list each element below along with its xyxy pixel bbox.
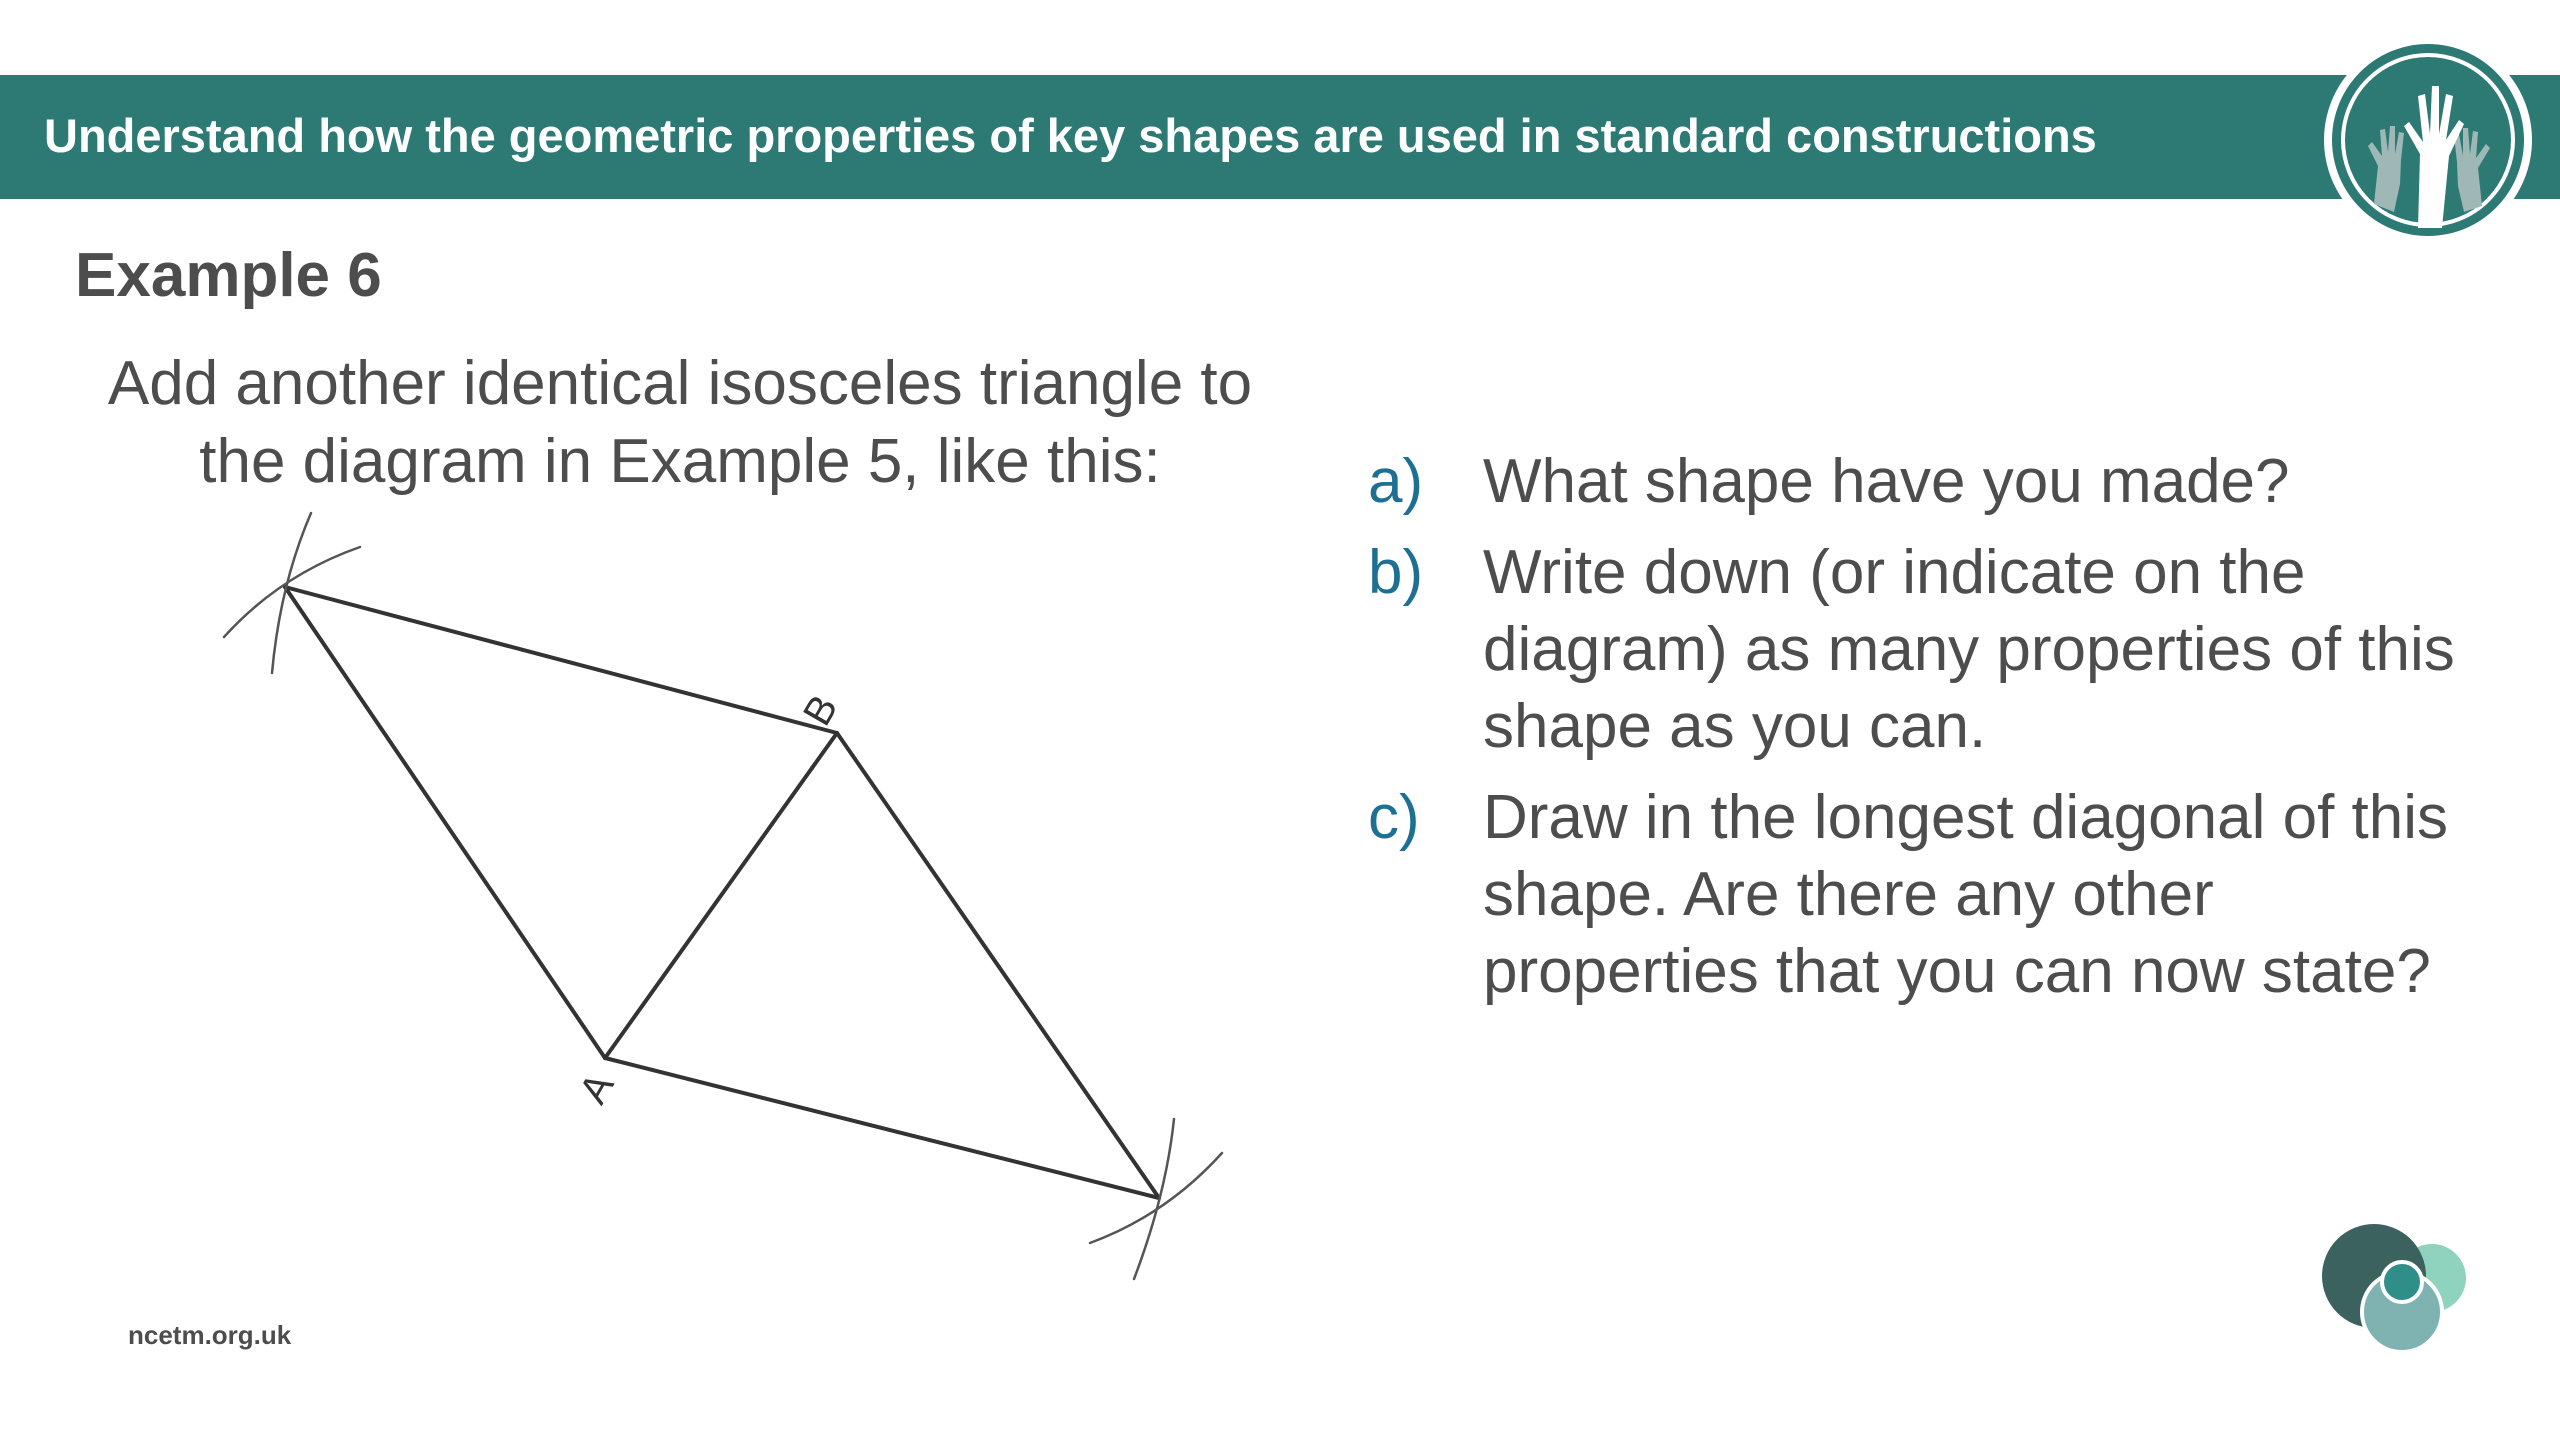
example-heading: Example 6 — [75, 241, 382, 310]
question-item — [1368, 534, 2498, 765]
page-title: Understand how the geometric properties of key shapes are used in standard constructions — [44, 109, 2097, 162]
footer-url: ncetm.org.uk — [128, 1320, 292, 1350]
intro-line-1: Add another identical isosceles triangle to — [107, 349, 1253, 418]
question-item — [1368, 443, 2498, 520]
question-text: Write down (or indicate on the diagram) as many properties of this shape as you can. — [1483, 538, 2455, 761]
question-letter: a) — [1368, 447, 1424, 516]
vertex-label-b: B — [795, 687, 847, 734]
construction-arc — [1134, 1119, 1174, 1279]
intro-text — [60, 345, 1300, 501]
question-letter: b) — [1368, 538, 1424, 607]
question-letter: c) — [1368, 783, 1420, 852]
question-text: What shape have you made? — [1483, 447, 2290, 516]
intro-line-2: the diagram in Example 5, like this: — [199, 427, 1161, 496]
ncetm-circles-logo-icon — [2320, 1218, 2470, 1358]
raised-hands-logo-icon — [2322, 34, 2534, 246]
question-list — [1368, 443, 2498, 1024]
rhombus-construction-diagram — [200, 495, 1260, 1295]
vertex-label-a: A — [571, 1065, 623, 1112]
question-item — [1368, 779, 2498, 1010]
question-text: Draw in the longest diagonal of this shape. Are there any other properties that you can now state? — [1483, 783, 2449, 1006]
construction-arc — [224, 547, 360, 637]
edge-a-to-b — [605, 733, 837, 1058]
